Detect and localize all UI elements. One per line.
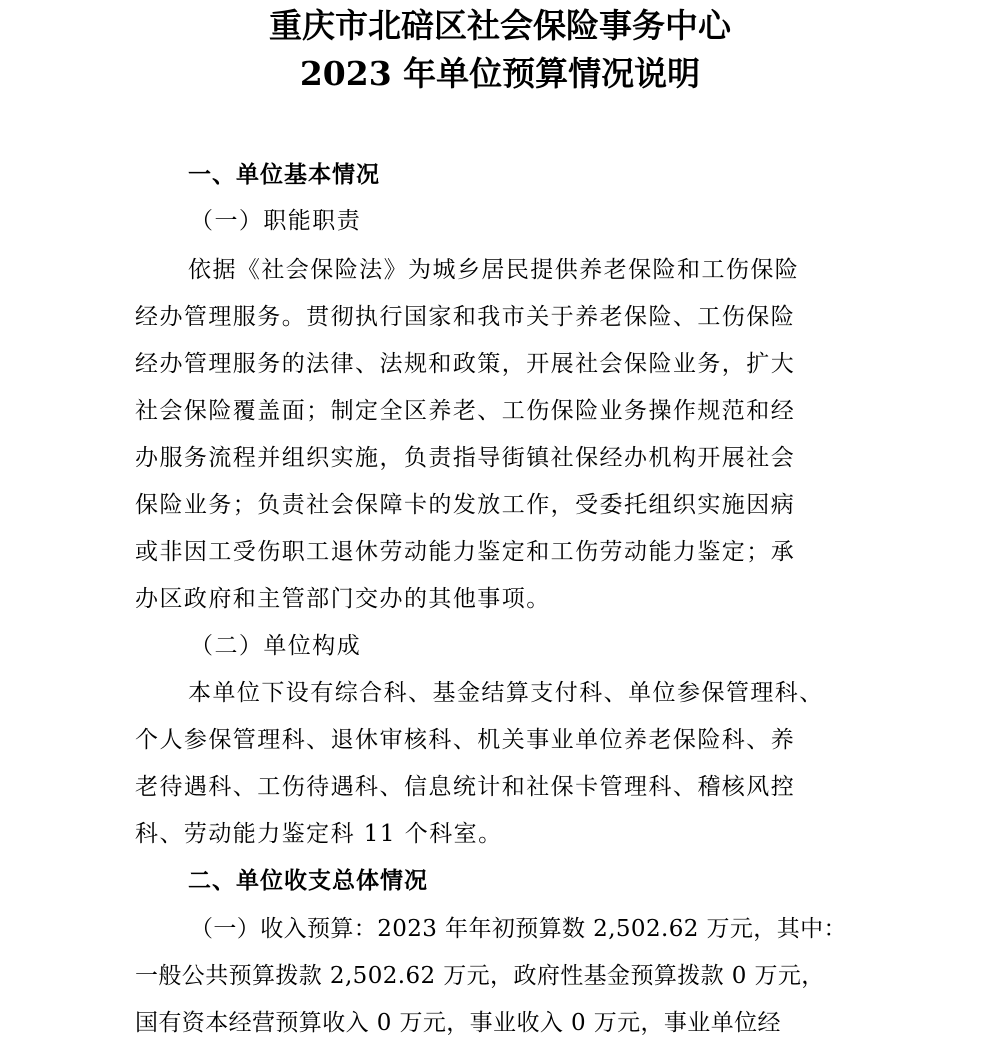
paragraph-line: 老待遇科、工伤待遇科、信息统计和社保卡管理科、稽核风控 xyxy=(135,774,796,800)
paragraph-line: 办区政府和主管部门交办的其他事项。 xyxy=(135,586,551,612)
paragraph-line: 或非因工受伤职工退休劳动能力鉴定和工伤劳动能力鉴定；承 xyxy=(135,539,796,565)
paragraph-line: 依据《社会保险法》为城乡居民提供养老保险和工伤保险 xyxy=(188,257,800,283)
paragraph-line: 个人参保管理科、退休审核科、机关事业单位养老保险科、养 xyxy=(135,727,796,753)
paragraph-line: 保险业务；负责社会保障卡的发放工作，受委托组织实施因病 xyxy=(135,492,796,518)
paragraph-line: 经办管理服务。贯彻执行国家和我市关于养老保险、工伤保险 xyxy=(135,304,796,330)
paragraph-line: 一般公共预算拨款 2,502.62 万元，政府性基金预算拨款 0 万元， xyxy=(135,963,825,989)
document-title-line-1: 重庆市北碚区社会保险事务中心 xyxy=(269,6,731,45)
paragraph-line: 科、劳动能力鉴定科 11 个科室。 xyxy=(135,821,503,847)
section-heading-basic-info: 一、单位基本情况 xyxy=(188,162,380,188)
paragraph-line: 经办管理服务的法律、法规和政策，开展社会保险业务，扩大 xyxy=(135,351,796,377)
section-heading-budget-overview: 二、单位收支总体情况 xyxy=(188,868,428,894)
paragraph-line: （一）收入预算：2023 年年初预算数 2,502.62 万元，其中： xyxy=(190,916,847,942)
document-title-line-2: 2023 年单位预算情况说明 xyxy=(299,54,701,93)
paragraph-line: 国有资本经营预算收入 0 万元，事业收入 0 万元，事业单位经 xyxy=(135,1010,781,1036)
paragraph-line: 社会保险覆盖面；制定全区养老、工伤保险业务操作规范和经 xyxy=(135,398,796,424)
subsection-heading-functions: （一）职能职责 xyxy=(190,208,362,234)
subsection-heading-composition: （二）单位构成 xyxy=(190,633,362,659)
paragraph-line: 本单位下设有综合科、基金结算支付科、单位参保管理科、 xyxy=(188,680,824,706)
paragraph-line: 办服务流程并组织实施，负责指导街镇社保经办机构开展社会 xyxy=(135,445,796,471)
